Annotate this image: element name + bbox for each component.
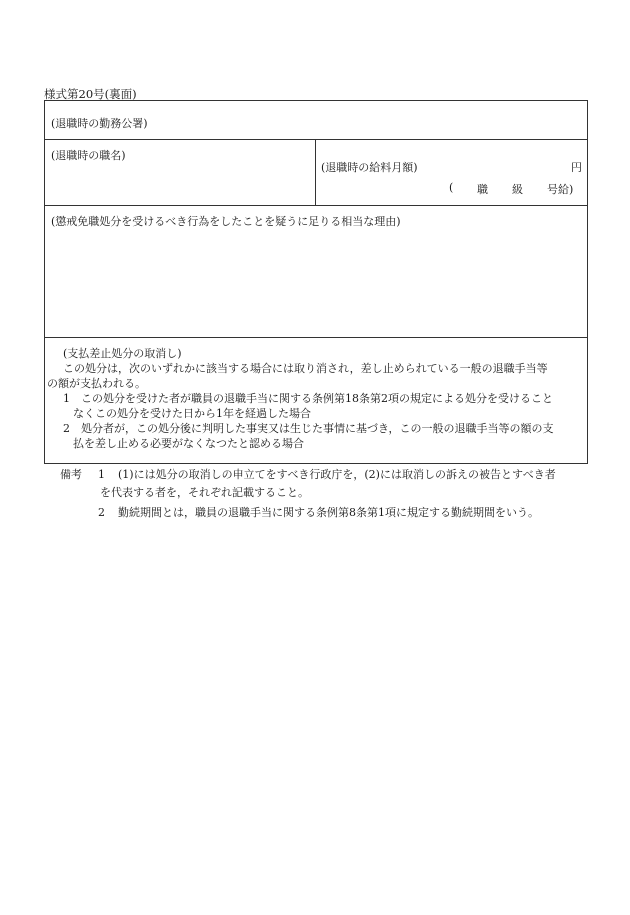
- cancel-item1-line1: 1 この処分を受けた者が職員の退職手当に関する条例第18条第2項の規定による処分を受けること: [63, 392, 553, 405]
- salary-label: (退職時の給料月額): [321, 161, 418, 174]
- column-divider: [315, 139, 316, 205]
- cancel-intro-line2: の額が支払われる。: [47, 377, 146, 390]
- remarks-item2-number: 2: [98, 506, 105, 519]
- salary-yen-unit: 円: [571, 161, 582, 174]
- row-divider: [45, 139, 587, 140]
- cancel-item2-line1: 2 処分者が，この処分後に判明した事実又は生じた事情に基づき，この一般の退職手当等の額の支: [63, 422, 554, 435]
- remarks-item1-line1: (1)には処分の取消しの申立てをすべき行政庁を，(2)には取消しの訴えの被告とすべき者: [118, 468, 556, 481]
- row-divider: [45, 205, 587, 206]
- office-label: (退職時の勤務公署): [51, 117, 148, 130]
- row-divider: [45, 337, 587, 338]
- grade-open-paren: (: [449, 181, 454, 194]
- remarks-label: 備考: [60, 468, 82, 481]
- cancel-item2-line2: 払を差し止める必要がなくなつたと認める場合: [73, 437, 304, 450]
- cancel-heading: (支払差止処分の取消し): [63, 347, 182, 360]
- reason-label: (懲戒免職処分を受けるべき行為をしたことを疑うに足りる相当な理由): [51, 215, 401, 228]
- cancel-intro-line1: この処分は，次のいずれかに該当する場合には取り消され，差し止められている一般の退職手当等: [63, 362, 548, 375]
- cancel-item1-line2: なくこの処分を受けた日から1年を経過した場合: [73, 407, 311, 420]
- grade-shoku-label: 職: [477, 183, 488, 196]
- position-label: (退職時の職名): [51, 149, 126, 162]
- grade-kyu-label: 級: [512, 183, 523, 196]
- cancel-section: [47, 346, 587, 451]
- form-title: 様式第20号(裏面): [44, 87, 137, 101]
- remarks-item2-text: 勤続期間とは，職員の退職手当に関する条例第8条第1項に規定する勤続期間をいう。: [118, 506, 539, 519]
- remarks-item1-number: 1: [98, 468, 105, 481]
- form-table: [44, 100, 588, 464]
- grade-gokyu-label: 号給): [547, 183, 574, 196]
- remarks-item1-line2: を代表する者を，それぞれ記載すること。: [100, 486, 309, 499]
